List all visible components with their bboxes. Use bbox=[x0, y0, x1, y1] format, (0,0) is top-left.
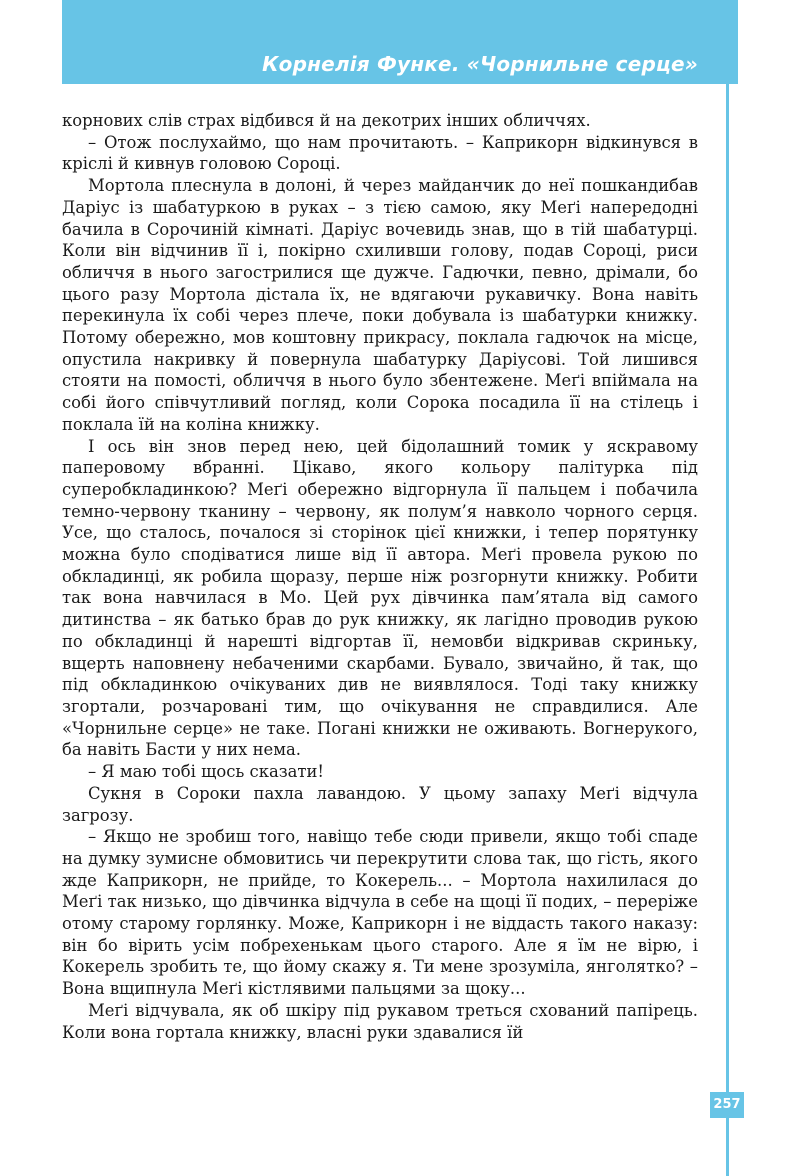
paragraph: Мортола плеснула в долоні, й через майданчик до неї пошкандибав Даріус із шабатуркою в руках – з тією самою, яку Меґі напередодні бачила в Сорочиній кімнаті. Даріус вочевидь знав, що в тій шабатурці. Коли він відчинив її і, покірно схиливши голову, подав Сороці, риси обличчя в нього загострилися ще дужче. Гадючки, певно, дрімали, бо цього разу Мортола дістала їх, не вдягаючи рукавичку. Вона навіть перекинула їх собі через плече, поки добувала із шабатурки книжку. Потому обережно, мов коштовну прикрасу, поклала гадючок на місце, опустила накривку й повернула шабатурку Даріусові. Той лишився стояти на помості, обличчя в нього було збентежене. Меґі впіймала на собі його співчутливий погляд, коли Сорока посадила її на стілець і поклала їй на коліна книжку. bbox=[62, 176, 698, 434]
header-band bbox=[62, 0, 738, 84]
paragraph: – Я маю тобі щось сказати! bbox=[88, 762, 325, 782]
body-text bbox=[62, 110, 698, 1043]
side-rule bbox=[726, 84, 729, 1176]
paragraph: Сукня в Сороки пахла лавандою. У цьому запаху Меґі відчула загрозу. bbox=[62, 783, 698, 825]
paragraph: І ось він знов перед нею, цей бідолашний томик у яскравому паперовому вбранні. Цікаво, якого кольору палітурка під суперобкладинкою? Меґі обережно відгорнула її пальцем і побачила темно-червону тканину – червону, як полум’я навколо чорного серця. Усе, що сталось, почалося зі сторінок цієї книжки, і тепер порятунку можна було сподіватися лише від її автора. Меґі провела рукою по обкладинці, як робила щоразу, перше ніж розгорнути книжку. Робити так вона навчилася в Мо. Цей рух дівчинка пам’ятала від самого дитинства – як батько брав до рук книжку, як лагідно проводив рукою по обкладинці й нарешті відгортав її, немовби відкривав скриньку, вщерть наповнену небаченими скарбами. Бувало, звичайно, й так, що під обкладинкою очікуваних див не виявлялося. Тоді таку книжку згортали, розчаровані тим, що очікування не справдилися. Але «Чорнильне серце» не таке. Погані книжки не оживають. Вогнерукого, ба навіть Басти у них нема. bbox=[62, 436, 698, 760]
paragraph: Меґі відчувала, як об шкіру під рукавом треться схований папірець. Коли вона гортала книжку, власні руки здавалися їй bbox=[62, 1000, 698, 1042]
paragraph: корнових слів страх відбився й на декотрих інших обличчях. bbox=[62, 111, 591, 130]
paragraph: – Отож послухаймо, що нам прочитають. – Каприкорн відкинувся в кріслі й кивнув головою Сороці. bbox=[62, 132, 698, 174]
page-number: 257 bbox=[710, 1092, 744, 1118]
paragraph: – Якщо не зробиш того, навіщо тебе сюди привели, якщо тобі спаде на думку зумисне обмовитись чи перекрутити слова так, що гість, якого жде Каприкорн, не прийде, то Кокерель... – Мортола нахилилася до Меґі так низько, що дівчинка відчула в себе на щоці її подих, – переріже отому старому горлянку. Може, Каприкорн і не віддасть такого наказу: він бо вірить усім побрехенькам цього старого. Але я їм не вірю, і Кокерель зробить те, що йому скажу я. Ти мене зрозуміла, янголятко? – Вона вщипнула Меґі кістлявими пальцями за щоку... bbox=[62, 827, 698, 999]
running-title: Корнелія Функе. «Чорнильне серце» bbox=[262, 52, 698, 76]
